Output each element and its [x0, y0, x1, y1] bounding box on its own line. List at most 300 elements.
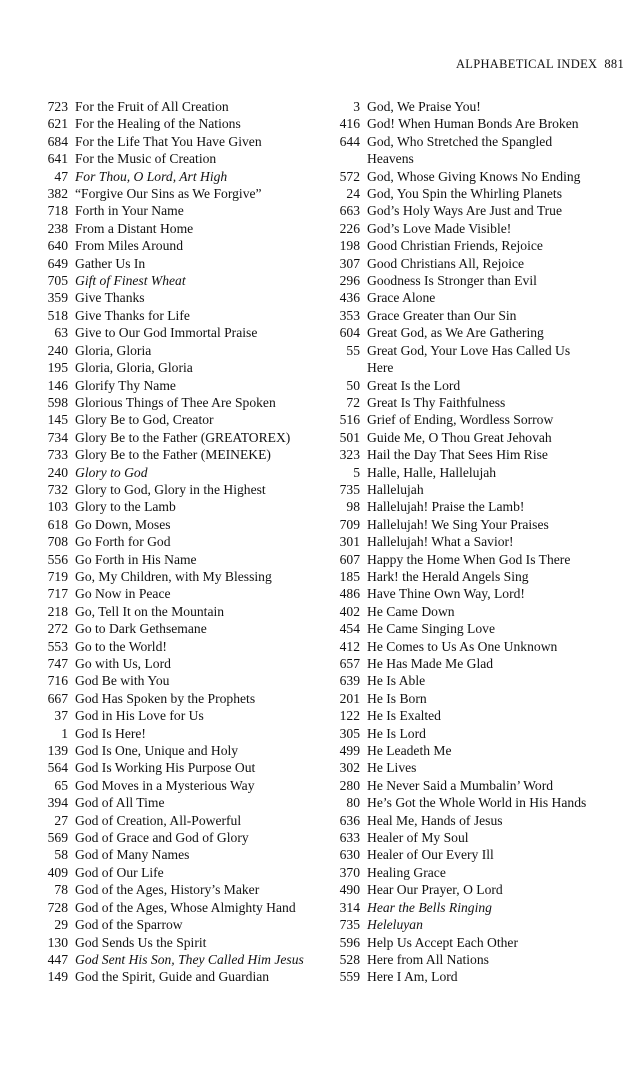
hymn-number: 149 [47, 969, 68, 985]
index-column-left [30, 98, 330, 986]
hymn-number: 50 [346, 377, 360, 393]
index-entry [30, 551, 330, 568]
index-entry [30, 951, 330, 968]
hymn-title: Glory to God [75, 464, 148, 480]
hymn-number: 78 [54, 882, 68, 898]
hymn-number: 198 [339, 238, 360, 254]
index-entry [30, 115, 330, 132]
hymn-number: 436 [339, 290, 360, 306]
hymn-number: 185 [339, 568, 360, 584]
hymn-title: Hallelujah! What a Savior! [367, 534, 514, 550]
hymn-number: 218 [47, 603, 68, 619]
hymn-title: He Lives [367, 760, 417, 776]
hymn-title: God the Spirit, Guide and Guardian [75, 969, 270, 985]
hymn-number: 596 [339, 934, 360, 950]
index-entry [322, 585, 622, 602]
hymn-number: 58 [54, 847, 68, 863]
hymn-title: God Be with You [75, 673, 170, 689]
index-entry [322, 742, 622, 759]
index-entry [30, 864, 330, 881]
index-entry [322, 812, 622, 829]
hymn-title: He Has Made Me Glad [367, 656, 494, 671]
hymn-title: Good Christians All, Rejoice [367, 255, 525, 271]
hymn-title: God Is One, Unique and Holy [75, 743, 239, 759]
index-entry [30, 812, 330, 829]
index-entry [30, 585, 330, 602]
hymn-title: For the Fruit of All Creation [75, 99, 229, 114]
hymn-number: 201 [339, 690, 360, 706]
hymn-title: Hear Our Prayer, O Lord [367, 882, 503, 898]
index-entry [30, 202, 330, 219]
hymn-number: 3 [353, 99, 360, 114]
hymn-number: 556 [47, 551, 68, 567]
hymn-title: God Is Here! [75, 725, 146, 741]
index-entry [322, 185, 622, 202]
hymn-number: 447 [47, 951, 68, 967]
hymn-title: God of the Sparrow [75, 917, 183, 933]
hymn-title: Glorify Thy Name [75, 377, 176, 393]
running-header [456, 57, 624, 72]
hymn-title: Here from All Nations [367, 951, 489, 967]
index-entry [30, 881, 330, 898]
hymn-title: Glorious Things of Thee Are Spoken [75, 394, 276, 410]
hymn-title: Go Forth for God [75, 534, 171, 550]
hymn-title: He Comes to Us As One Unknown [367, 638, 558, 654]
index-entry [322, 168, 622, 185]
hymn-number: 733 [47, 447, 68, 463]
hymn-title: Great God, as We Are Gathering [367, 325, 544, 341]
hymn-number: 226 [339, 220, 360, 236]
hymn-title: Hark! the Herald Angels Sing [367, 568, 529, 584]
hymn-title: Great Is the Lord [367, 377, 461, 393]
hymn-title: Hallelujah! Praise the Lamb! [367, 499, 525, 515]
index-entry [322, 98, 622, 115]
hymn-number: 195 [47, 360, 68, 376]
index-entry [30, 498, 330, 515]
hymn-number: 719 [47, 568, 68, 584]
hymn-title: Heal Me, Hands of Jesus [367, 812, 503, 828]
hymn-title: Guide Me, O Thou Great Jehovah [367, 429, 552, 445]
hymn-title: Great Is Thy Faithfulness [367, 394, 506, 410]
hymn-title: God, We Praise You! [367, 99, 481, 114]
hymn-title: He Never Said a Mumbalin’ Word [367, 777, 554, 793]
hymn-number: 314 [339, 899, 360, 915]
index-entry [322, 533, 622, 550]
index-entry [322, 498, 622, 515]
index-entry [30, 150, 330, 167]
index-entry [30, 342, 330, 359]
index-entry [322, 899, 622, 916]
hymn-title: Go to Dark Gethsemane [75, 621, 207, 637]
index-entry [322, 568, 622, 585]
hymn-number: 569 [47, 830, 68, 846]
page-number: 881 [604, 57, 624, 71]
index-entry [322, 289, 622, 306]
index-entry [322, 672, 622, 689]
hymn-number: 734 [47, 429, 68, 445]
hymn-title: He Came Down [367, 603, 455, 619]
hymn-title: Hallelujah! We Sing Your Praises [367, 516, 549, 532]
hymn-title: Healer of Our Every Ill [367, 847, 494, 863]
index-entry [30, 829, 330, 846]
index-entry [322, 411, 622, 428]
hymn-number: 24 [346, 186, 360, 202]
index-entry [30, 411, 330, 428]
hymn-number: 518 [47, 307, 68, 323]
index-entry [30, 620, 330, 637]
hymn-title: Help Us Accept Each Other [367, 934, 518, 950]
hymn-number: 718 [47, 203, 68, 219]
index-entry [30, 133, 330, 150]
hymn-number: 572 [339, 168, 360, 184]
hymn-title: He Is Exalted [367, 708, 441, 724]
hymn-number: 240 [47, 342, 68, 358]
index-title: ALPHABETICAL INDEX [455, 57, 598, 71]
hymn-number: 370 [339, 864, 360, 880]
hymn-number: 630 [339, 847, 360, 863]
hymn-title: He Is Born [367, 690, 427, 706]
index-entry [322, 429, 622, 446]
hymn-title: For Thou, O Lord, Art High [75, 168, 228, 184]
hymn-number: 717 [47, 586, 68, 602]
index-entry [30, 98, 330, 115]
hymn-number: 644 [339, 133, 360, 149]
hymn-number: 307 [339, 255, 360, 271]
index-entry [30, 846, 330, 863]
hymn-number: 657 [339, 656, 360, 671]
hymn-title: Healing Grace [367, 864, 446, 880]
index-entry [322, 777, 622, 794]
hymn-title: He Is Able [367, 673, 426, 689]
hymn-title: God of All Time [75, 795, 165, 811]
hymn-title: Go, My Children, with My Blessing [75, 568, 272, 584]
index-entry [322, 237, 622, 254]
hymn-number: 716 [47, 673, 68, 689]
hymn-number: 663 [339, 203, 360, 219]
hymn-number: 618 [47, 516, 68, 532]
hymn-title: “Forgive Our Sins as We Forgive” [75, 186, 262, 202]
hymn-number: 139 [47, 743, 68, 759]
hymn-title: For the Music of Creation [75, 151, 217, 167]
hymn-number: 359 [47, 290, 68, 306]
hymn-number: 130 [47, 934, 68, 950]
hymn-number: 302 [339, 760, 360, 776]
index-entry [322, 707, 622, 724]
index-entry [30, 759, 330, 776]
hymn-title: Gloria, Gloria [75, 342, 152, 358]
index-entry [322, 446, 622, 463]
index-entry [30, 916, 330, 933]
hymn-title: God Is Working His Purpose Out [75, 760, 256, 776]
index-entry [322, 881, 622, 898]
hymn-title: Halle, Halle, Hallelujah [367, 464, 497, 480]
hymn-number: 409 [47, 864, 68, 880]
hymn-number: 394 [47, 795, 68, 811]
hymn-title: Happy the Home When God Is There [367, 551, 571, 567]
index-entry [30, 725, 330, 742]
hymn-title: Glory Be to the Father (MEINEKE) [75, 447, 271, 463]
hymn-title: He Is Lord [367, 725, 426, 741]
hymn-title: God’s Love Made Visible! [367, 220, 512, 236]
hymn-title: God, Whose Giving Knows No Ending [367, 168, 581, 184]
index-entry [30, 272, 330, 289]
hymn-number: 305 [339, 725, 360, 741]
hymn-title: Glory to God, Glory in the Highest [75, 481, 266, 497]
index-entry [30, 394, 330, 411]
index-entry [322, 202, 622, 219]
index-entry [322, 255, 622, 272]
index-entry [322, 690, 622, 707]
hymn-number: 98 [346, 499, 360, 515]
hymn-number: 490 [339, 882, 360, 898]
hymn-number: 412 [339, 638, 360, 654]
hymn-title: Have Thine Own Way, Lord! [367, 586, 525, 602]
hymn-title: God of Many Names [75, 847, 190, 863]
hymn-title: Hallelujah [367, 481, 424, 497]
hymn-number: 272 [47, 621, 68, 637]
index-entry [30, 934, 330, 951]
index-entry [322, 115, 622, 132]
hymn-number: 72 [346, 394, 360, 410]
hymn-title: Goodness Is Stronger than Evil [367, 273, 537, 289]
hymn-number: 708 [47, 534, 68, 550]
hymn-number: 667 [47, 690, 68, 706]
index-entry [30, 168, 330, 185]
hymn-number: 454 [339, 621, 360, 637]
hymn-number: 735 [339, 917, 360, 933]
hymn-title: Healer of My Soul [367, 830, 469, 846]
hymn-title: Glory Be to God, Creator [75, 412, 214, 428]
index-entry [30, 777, 330, 794]
hymn-title: He’s Got the Whole World in His Hands [367, 795, 587, 811]
hymn-number: 732 [47, 481, 68, 497]
index-entry [322, 603, 622, 620]
hymn-number: 499 [339, 743, 360, 759]
index-entry [322, 307, 622, 324]
hymn-title: Go Now in Peace [75, 586, 171, 602]
index-entry [30, 255, 330, 272]
index-entry [322, 516, 622, 533]
index-entry [322, 655, 622, 672]
hymn-number: 684 [47, 133, 68, 149]
index-entry [30, 185, 330, 202]
hymn-number: 5 [353, 464, 360, 480]
index-entry [322, 794, 622, 811]
index-entry [30, 794, 330, 811]
hymn-title: Hear the Bells Ringing [367, 899, 492, 915]
index-entry [322, 934, 622, 951]
hymn-title: God Sends Us the Spirit [75, 934, 207, 950]
hymn-title: Go, Tell It on the Mountain [75, 603, 225, 619]
hymn-number: 145 [47, 412, 68, 428]
hymn-number: 238 [47, 220, 68, 236]
index-entry [30, 968, 330, 985]
hymn-title: Give to Our God Immortal Praise [75, 325, 258, 341]
hymn-number: 37 [54, 708, 68, 724]
index-entry [322, 951, 622, 968]
hymn-number: 501 [339, 429, 360, 445]
index-entry [30, 481, 330, 498]
hymn-title: Gift of Finest Wheat [75, 273, 186, 289]
index-entry [322, 725, 622, 742]
index-entry [322, 620, 622, 637]
hymn-number: 607 [339, 551, 360, 567]
index-entry [322, 551, 622, 568]
index-entry [30, 377, 330, 394]
index-entry [322, 759, 622, 776]
hymn-title: Here I Am, Lord [367, 969, 458, 985]
hymn-number: 553 [47, 638, 68, 654]
index-entry [30, 742, 330, 759]
hymn-title: God of Our Life [75, 864, 164, 880]
hymn-number: 146 [47, 377, 68, 393]
index-entry [322, 377, 622, 394]
hymn-title: God! When Human Bonds Are Broken [367, 116, 579, 132]
hymn-title: Gloria, Gloria, Gloria [75, 360, 193, 376]
hymn-number: 709 [339, 516, 360, 532]
hymn-number: 723 [47, 99, 68, 114]
hymn-title: Great God, Your Love Has Called Us Here [367, 342, 571, 376]
hymn-title: He Leadeth Me [367, 743, 452, 759]
index-column-right [322, 98, 622, 986]
hymn-number: 55 [346, 342, 360, 358]
hymn-number: 528 [339, 951, 360, 967]
hymn-title: Go with Us, Lord [75, 656, 171, 671]
hymn-title: Go Forth in His Name [75, 551, 197, 567]
index-entry [30, 464, 330, 481]
hymn-title: Hail the Day That Sees Him Rise [367, 447, 548, 463]
hymn-number: 301 [339, 534, 360, 550]
hymn-number: 516 [339, 412, 360, 428]
hymn-title: Glory to the Lamb [75, 499, 176, 515]
index-entry [30, 533, 330, 550]
index-entry [30, 655, 330, 672]
index-entry [30, 359, 330, 376]
index-entry [322, 638, 622, 655]
hymn-number: 747 [47, 656, 68, 671]
hymn-title: God, You Spin the Whirling Planets [367, 186, 562, 202]
hymn-title: Give Thanks [75, 290, 145, 306]
index-entry [30, 307, 330, 324]
hymn-title: God in His Love for Us [75, 708, 204, 724]
index-entry [322, 133, 622, 168]
index-entry [30, 672, 330, 689]
hymn-title: Grace Alone [367, 290, 436, 306]
index-entry [322, 846, 622, 863]
hymn-title: God Moves in a Mysterious Way [75, 777, 255, 793]
hymn-title: Forth in Your Name [75, 203, 184, 219]
index-entry [322, 342, 622, 377]
hymn-number: 598 [47, 394, 68, 410]
index-entry [30, 638, 330, 655]
hymn-number: 621 [47, 116, 68, 132]
hymn-number: 705 [47, 273, 68, 289]
hymn-number: 280 [339, 777, 360, 793]
index-entry [30, 707, 330, 724]
hymn-title: Gather Us In [75, 255, 146, 271]
hymn-number: 649 [47, 255, 68, 271]
index-entry [322, 464, 622, 481]
hymn-title: For the Healing of the Nations [75, 116, 241, 132]
hymn-number: 728 [47, 899, 68, 915]
hymn-number: 1 [61, 725, 68, 741]
hymn-number: 65 [54, 777, 68, 793]
index-entry [30, 516, 330, 533]
hymn-title: Heleluyan [367, 917, 423, 933]
hymn-title: Go to the World! [75, 638, 167, 654]
hymn-number: 640 [47, 238, 68, 254]
hymn-title: God, Who Stretched the Spangled Heavens [367, 133, 553, 167]
hymn-title: Go Down, Moses [75, 516, 171, 532]
hymn-number: 382 [47, 186, 68, 202]
hymn-number: 103 [47, 499, 68, 515]
index-entry [30, 324, 330, 341]
index-entry [322, 864, 622, 881]
hymn-number: 735 [339, 481, 360, 497]
index-entry [322, 829, 622, 846]
hymn-title: From a Distant Home [75, 220, 194, 236]
hymn-number: 29 [54, 917, 68, 933]
index-entry [322, 324, 622, 341]
hymn-number: 636 [339, 812, 360, 828]
hymn-title: God’s Holy Ways Are Just and True [367, 203, 563, 219]
hymn-title: God of the Ages, History’s Maker [75, 882, 260, 898]
hymn-number: 47 [54, 168, 68, 184]
hymn-number: 416 [339, 116, 360, 132]
hymn-title: Good Christian Friends, Rejoice [367, 238, 543, 254]
index-entry [322, 968, 622, 985]
index-entry [30, 237, 330, 254]
index-entry [30, 289, 330, 306]
index-entry [322, 916, 622, 933]
index-entry [322, 394, 622, 411]
hymn-title: God of the Ages, Whose Almighty Hand [75, 899, 296, 915]
index-entry [322, 272, 622, 289]
index-entry [30, 899, 330, 916]
hymn-number: 27 [54, 812, 68, 828]
hymn-number: 80 [346, 795, 360, 811]
index-entry [322, 220, 622, 237]
hymn-title: From Miles Around [75, 238, 183, 254]
hymn-number: 486 [339, 586, 360, 602]
index-entry [30, 568, 330, 585]
index-entry [30, 603, 330, 620]
hymn-title: Grace Greater than Our Sin [367, 307, 517, 323]
hymn-number: 641 [47, 151, 68, 167]
hymn-number: 402 [339, 603, 360, 619]
hymn-number: 323 [339, 447, 360, 463]
hymn-title: For the Life That You Have Given [75, 133, 262, 149]
hymn-title: God of Creation, All-Powerful [75, 812, 242, 828]
hymn-number: 604 [339, 325, 360, 341]
hymn-number: 296 [339, 273, 360, 289]
hymn-number: 353 [339, 307, 360, 323]
hymn-title: Glory Be to the Father (GREATOREX) [75, 429, 291, 445]
index-entry [30, 446, 330, 463]
index-entry [30, 690, 330, 707]
index-entry [30, 220, 330, 237]
index-entry [30, 429, 330, 446]
hymn-title: He Came Singing Love [367, 621, 495, 637]
hymn-number: 240 [47, 464, 68, 480]
hymn-number: 63 [54, 325, 68, 341]
hymn-title: God Sent His Son, They Called Him Jesus [75, 951, 304, 967]
hymn-number: 122 [339, 708, 360, 724]
hymn-title: God of Grace and God of Glory [75, 830, 249, 846]
hymn-number: 564 [47, 760, 68, 776]
hymn-number: 639 [339, 673, 360, 689]
hymn-title: Grief of Ending, Wordless Sorrow [367, 412, 554, 428]
